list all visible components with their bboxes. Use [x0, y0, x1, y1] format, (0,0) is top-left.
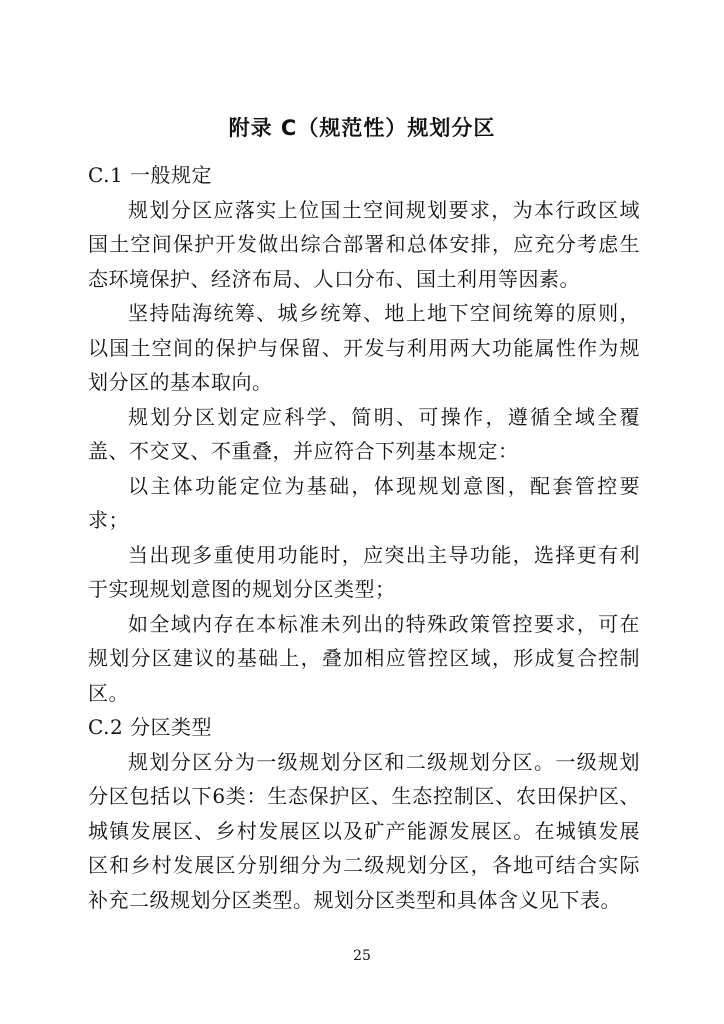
page-number: 25 — [353, 948, 371, 964]
section-heading-c2: C.2 分区类型 — [88, 715, 213, 739]
body-text — [88, 158, 640, 917]
paragraph: 规划分区应落实上位国土空间规划要求，为本行政区域国土空间保护开发做出综合部署和总体安排，应充分考虑生态环境保护、经济布局、人口分布、国土利用等因素。 — [88, 197, 640, 291]
paragraph: 坚持陆海统筹、城乡统筹、地上地下空间统筹的原则，以国土空间的保护与保留、开发与利用两大功能属性作为规划分区的基本取向。 — [88, 301, 640, 394]
paragraph: 如全域内存在本标准未列出的特殊政策管控要求，可在规划分区建议的基础上，叠加相应管控区域，形成复合控制区。 — [88, 611, 640, 705]
page-title: 附录 C（规范性）规划分区 — [228, 116, 496, 140]
paragraph: 规划分区分为一级规划分区和二级规划分区。一级规划分区包括以下6类：生态保护区、生态控制区、农田保护区、城镇发展区、乡村发展区以及矿产能源发展区。在城镇发展区和乡村发展区分别细分为二级规划分区，各地可结合实际补充二级规划分区类型。规划分区类型和具体含义见下表。 — [88, 749, 640, 912]
paragraph: 规划分区划定应科学、简明、可操作，遵循全域全覆盖、不交叉、不重叠，并应符合下列基本规定： — [88, 404, 640, 463]
paragraph: 以主体功能定位为基础，体现规划意图，配套管控要求； — [88, 473, 640, 532]
paragraph: 当出现多重使用功能时，应突出主导功能，选择更有利于实现规划意图的规划分区类型； — [88, 542, 640, 601]
section-heading-c1: C.1 一般规定 — [88, 163, 213, 187]
